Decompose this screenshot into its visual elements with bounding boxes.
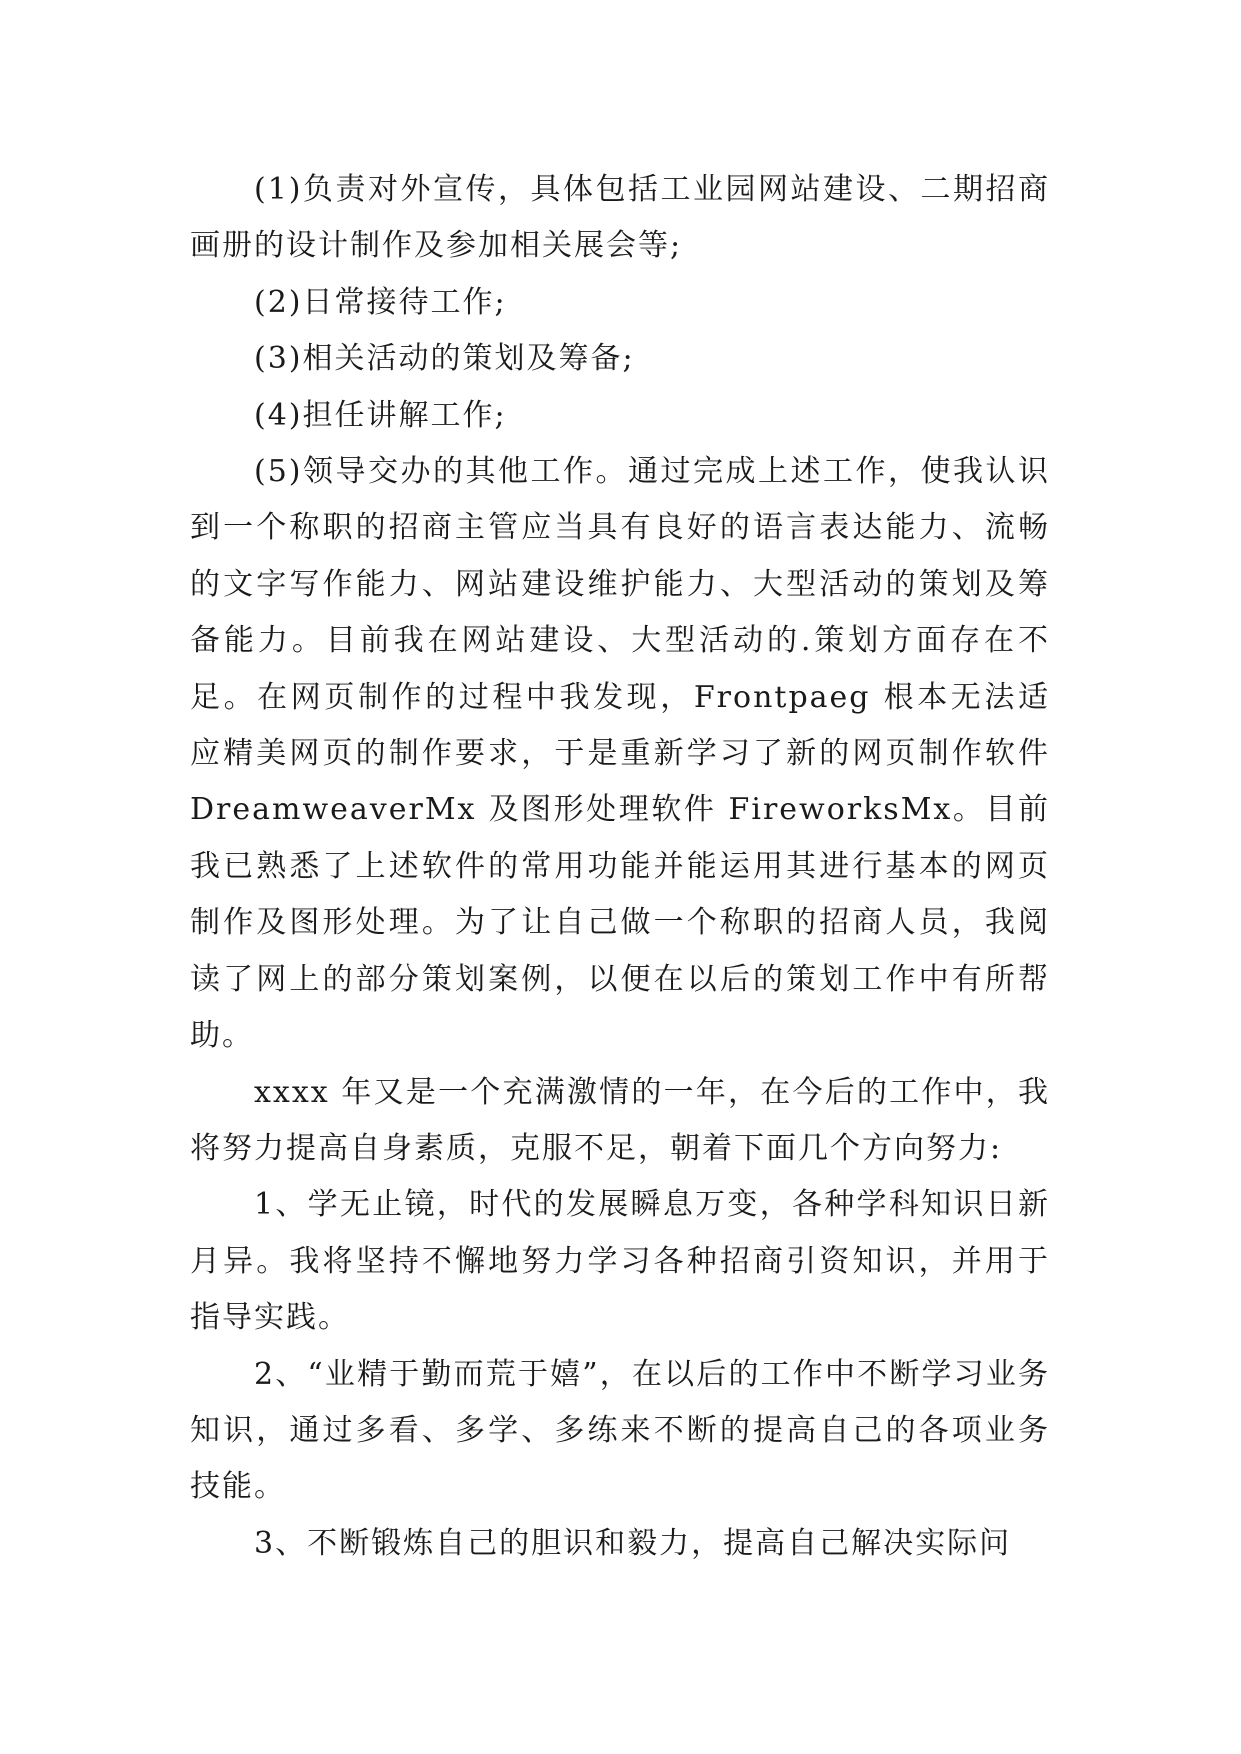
document-body [190, 162, 1050, 1572]
paragraph-item-5: (5)领导交办的其他工作。通过完成上述工作，使我认识到一个称职的招商主管应当具有良好的语言表达能力、流畅的文字写作能力、网站建设维护能力、大型活动的策划及筹备能力。目前我在网站建设、大型活动的.策划方面存在不足。在网页制作的过程中我发现，Frontpaeg 根本无法适应精美网页的制作要求，于是重新学习了新的网页制作软件 DreamweaverMx 及图形处理软件 FireworksMx。目前我已熟悉了上述软件的常用功能并能运用其进行基本的网页制作及图形处理。为了让自己做一个称职的招商人员，我阅读了网上的部分策划案例，以便在以后的策划工作中有所帮助。 [190, 454, 1050, 1054]
paragraph-plan-3: 3、不断锻炼自己的胆识和毅力，提高自己解决实际问 [254, 1525, 1012, 1561]
paragraph-plan-intro: xxxx 年又是一个充满激情的一年，在今后的工作中，我将努力提高自身素质，克服不足，朝着下面几个方向努力: [190, 1074, 1050, 1166]
paragraph-plan-2: 2、“业精于勤而荒于嬉”，在以后的工作中不断学习业务知识，通过多看、多学、多练来不断的提高自己的各项业务技能。 [190, 1356, 1050, 1505]
paragraph-item-1: (1)负责对外宣传，具体包括工业园网站建设、二期招商画册的设计制作及参加相关展会等; [190, 172, 1050, 264]
paragraph-item-4: (4)担任讲解工作; [254, 397, 507, 433]
paragraph-item-2: (2)日常接待工作; [254, 284, 507, 320]
paragraph-plan-1: 1、学无止镜，时代的发展瞬息万变，各种学科知识日新月异。我将坚持不懈地努力学习各种招商引资知识，并用于指导实践。 [190, 1187, 1050, 1336]
paragraph-item-3: (3)相关活动的策划及筹备; [254, 341, 635, 377]
